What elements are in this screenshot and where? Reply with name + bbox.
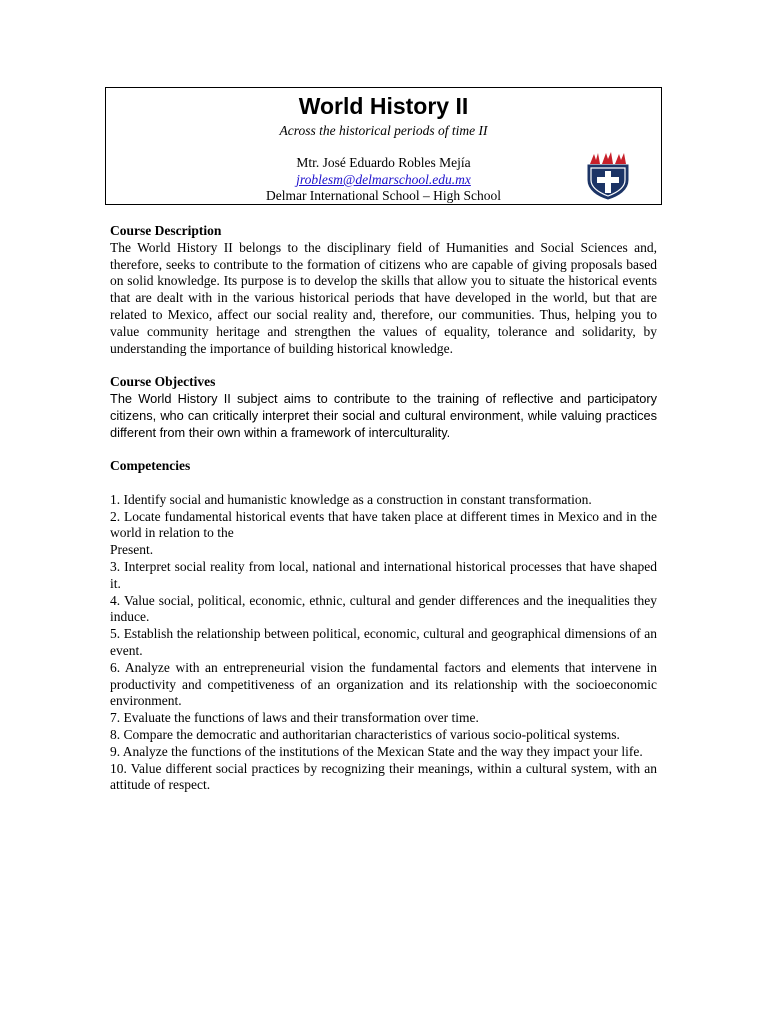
competency-item: 7. Evaluate the functions of laws and their transformation over time. xyxy=(110,710,479,726)
competency-item: 5. Establish the relationship between political, economic, cultural and geographical dimensions of an event. xyxy=(110,626,657,658)
course-description-text: The World History II belongs to the disciplinary field of Humanities and Social Sciences and, therefore, seeks to contribute to the formation of citizens who are capable of giving proposals based on solid knowledge. Its purpose is to develop the skills that allow you to situate the historical events that are dealt with in the various historical periods that have developed in the world, but that are related to Mexico, affect our social reality and, therefore, our communities. Thus, helping you to value community heritage and strengthen the values of equality, tolerance and solidarity, by understanding the importance of building historical knowledge. xyxy=(110,239,657,356)
crest-flame-right xyxy=(615,153,626,164)
course-objectives-heading: Course Objectives xyxy=(110,374,216,390)
header-box xyxy=(105,87,662,205)
course-objectives-text: The World History II subject aims to contribute to the training of reflective and participatory citizens, who can critically interpret their social and cultural environment, while valuing practices different from their own within a framework of interculturality. xyxy=(110,390,657,440)
crest-flame-middle xyxy=(602,152,613,164)
competency-item: 4. Value social, political, economic, ethnic, cultural and gender differences and the inequalities they induce. xyxy=(110,592,657,625)
school-name: Delmar International School – High School xyxy=(265,188,502,203)
course-description-heading: Course Description xyxy=(110,223,222,238)
competency-item: 9. Analyze the functions of the institutions of the Mexican State and the way they impact your life. xyxy=(110,743,643,759)
spacer xyxy=(110,441,657,458)
page-subtitle: Across the historical periods of time II xyxy=(279,123,488,138)
competency-item: Present. xyxy=(110,542,154,558)
competency-item: 10. Value different social practices by recognizing their meanings, within a cultural system, with an attitude of respect. xyxy=(110,760,657,793)
school-crest-icon xyxy=(586,150,630,200)
teacher-email-link[interactable]: jroblesm@delmarschool.edu.mx xyxy=(296,172,471,187)
crest-flame-left xyxy=(590,153,600,164)
competency-item: 1. Identify social and humanistic knowledge as a construction in constant transformation. xyxy=(110,491,592,507)
spacer xyxy=(110,357,657,374)
competencies-heading: Competencies xyxy=(110,458,191,474)
document-body xyxy=(110,223,657,794)
crest-cross-horizontal xyxy=(597,177,619,183)
page-title: World History II xyxy=(298,93,469,119)
competency-item: 8. Compare the democratic and authoritarian characteristics of various socio-political systems. xyxy=(110,726,620,742)
teacher-name: Mtr. José Eduardo Robles Mejía xyxy=(296,155,471,170)
competency-item: 3. Interpret social reality from local, national and international historical processes that have shaped it. xyxy=(110,558,657,591)
competency-item: 2. Locate fundamental historical events that have taken place at different times in Mexico and in the world in relation to the xyxy=(110,508,657,541)
spacer xyxy=(110,475,657,492)
competency-item: 6. Analyze with an entrepreneurial vision the fundamental factors and elements that intervene in productivity and competitiveness of an organization and its relationship with the socioeconomic environment. xyxy=(110,659,657,709)
